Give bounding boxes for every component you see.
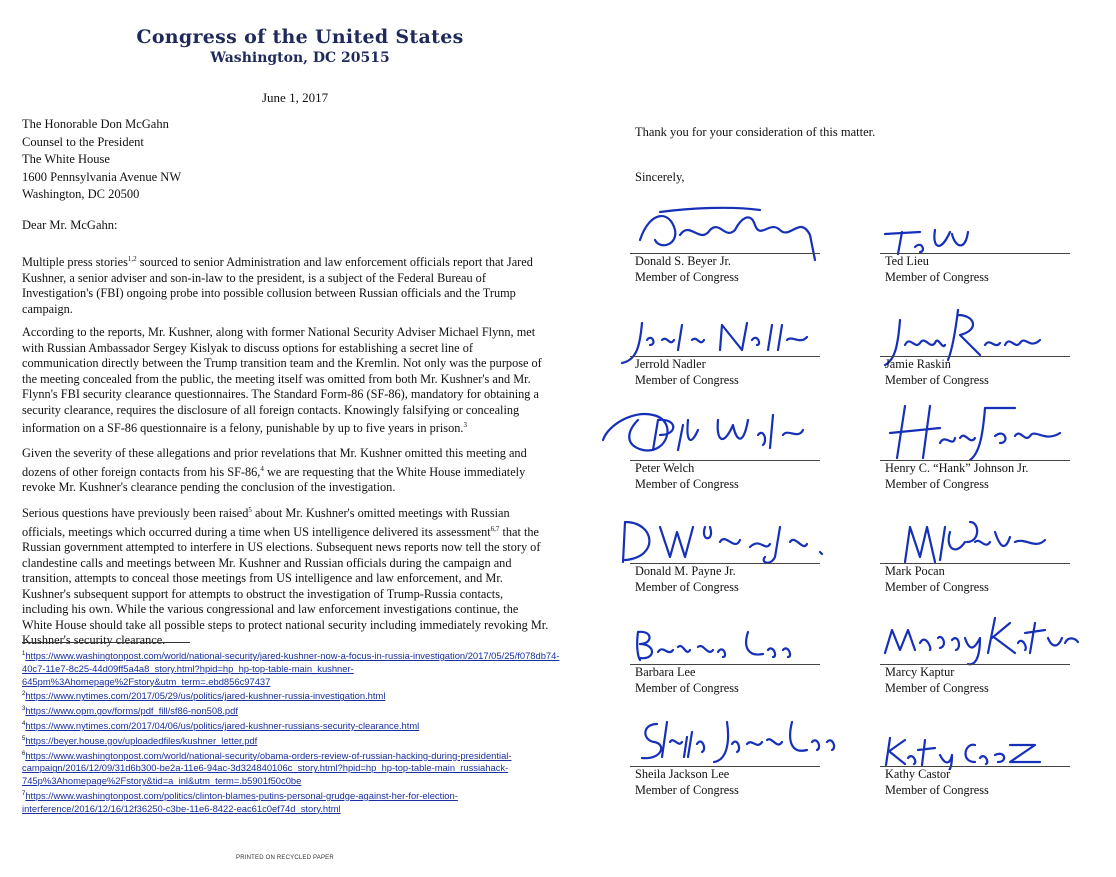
footnote-item: $^1$https://www.washingtonpost.com/world/national-security/jared-kushner-now-a-focus-in-russia-investigation/2017/05/25/f078db74-40c7-11e7-8c25-44d09ff5a4a8_story.html?hpid=hp_hp-top-table-main_kushner-645pm%3Ahomepage%2Fstory&utm_term=.ebd856c97437 bbox=[22, 650, 560, 687]
signer-name: Jamie Raskin bbox=[885, 357, 951, 371]
footnote-link[interactable]: https://www.nytimes.com/2017/05/29/us/politics/jared-kushner-russia-investigation.html bbox=[25, 690, 386, 702]
signer-title: Member of Congress bbox=[885, 782, 989, 797]
footnotes bbox=[22, 648, 582, 815]
recipient-line: The White House bbox=[22, 152, 110, 166]
letterhead-address: Washington, DC 20515 bbox=[210, 50, 390, 66]
signer-name: Donald S. Beyer Jr. bbox=[635, 254, 731, 268]
signer-name: Henry C. “Hank” Johnson Jr. bbox=[885, 461, 1029, 475]
recipient-line: Washington, DC 20500 bbox=[22, 187, 140, 201]
recipient-line: The Honorable Don McGahn bbox=[22, 117, 169, 131]
footnote-divider bbox=[22, 642, 190, 643]
footnote-link[interactable]: https://www.washingtonpost.com/world/national-security/jared-kushner-now-a-focus-in-russia-investigation/2017/05/25/f078db74-40c7-11e7-8c25-44d09ff5a4a8_story.html?hpid=hp_hp-top-table-main_kushner-645pm%3Ahomepage%2Fstory&utm_term=.ebd856c97437 bbox=[22, 650, 560, 687]
recycled-paper-note: PRINTED ON RECYCLED PAPER bbox=[236, 855, 334, 861]
signer-name: Ted Lieu bbox=[885, 254, 929, 268]
footnote-link[interactable]: https://beyer.house.gov/uploadedfiles/kushner_letter.pdf bbox=[25, 734, 258, 746]
signer-name: Kathy Castor bbox=[885, 767, 951, 781]
signer-title: Member of Congress bbox=[635, 579, 739, 594]
footnote-link[interactable]: https://www.washingtonpost.com/world/national-security/obama-orders-review-of-russian-hacking-during-presidential-campaign/2016/12/09/31d6b300-be2a-11e6-94ac-3d324840106c_story.html?hpid=hp_hp-top-table-main_russiahack-745p%3Ahomepage%2Fstory&tid=a_inl&utm_term=.b5901f50c0be bbox=[22, 749, 512, 787]
signer-name: Mark Pocan bbox=[885, 564, 945, 578]
body-paragraph-1: Multiple press stories$^{1,2}$ sourced to senior Administration and law enforcement officials report that Jared Kushner, a senior adviser and son-in-law to the president, is a subject of the Federal Bureau of Investigation's (FBI) ongoing probe into possible collusion between Russian officials and the Trump campaign. bbox=[22, 255, 533, 316]
signature-image bbox=[628, 622, 798, 667]
salutation: Dear Mr. McGahn: bbox=[22, 218, 118, 232]
signer-title: Member of Congress bbox=[885, 372, 989, 387]
footnote-item: $^5$https://beyer.house.gov/uploadedfiles/kushner_letter.pdf bbox=[22, 734, 258, 746]
footnote-item: $^6$https://www.washingtonpost.com/world/national-security/obama-orders-review-of-russian-hacking-during-presidential-campaign/2016/12/09/31d6b300-be2a-11e6-94ac-3d324840106c_story.html?hpid=hp_hp-top-table-main_russiahack-745p%3Ahomepage%2Fstory&tid=a_inl&utm_term=.b5901f50c0be bbox=[22, 749, 512, 787]
body-paragraph-3: Given the severity of these allegations and prior revelations that Mr. Kushner omitted this meeting and dozens of other foreign contacts from his SF-86,$^4$ we are requesting that the White House immediately revoke Mr. Kushner's clearance pending the conclusion of the investigation. bbox=[22, 446, 527, 495]
footnote-item: $^2$https://www.nytimes.com/2017/05/29/us/politics/jared-kushner-russia-investigation.html bbox=[22, 690, 386, 702]
body-paragraph-2: According to the reports, Mr. Kushner, along with former National Security Adviser Michael Flynn, met with Russian Ambassador Sergey Kislyak to discuss options for establishing a secret line of communication directly between the Trump transition team and the Kremlin. Not only was the purpose of the meeting concealed from the public, the meeting itself was omitted from both Mr. Kushner's and Mr. Flynn's FBI security clearance questionnaires. The Standard Form-86 (SF-86), mandatory for obtaining a security clearance, requires the disclosure of all foreign contacts. Knowingly falsifying or concealing information on a SF-86 questionnaire is a felony, punishable by up to five years in prison.$^3$ bbox=[22, 325, 542, 436]
footnote-item: $^7$https://www.washingtonpost.com/politics/clinton-blames-putins-personal-grudge-against-her-for-election-interference/2016/12/16/12f36250-c3be-11e6-8422-eac61c0ef74d_story.html bbox=[22, 789, 458, 814]
signer-name: Peter Welch bbox=[635, 461, 695, 475]
signer-title: Member of Congress bbox=[635, 372, 739, 387]
signature-image bbox=[880, 730, 1050, 770]
signer-title: Member of Congress bbox=[885, 579, 989, 594]
signature-image bbox=[598, 400, 808, 465]
signature-image bbox=[632, 712, 862, 770]
signer-title: Member of Congress bbox=[635, 680, 739, 695]
signature-image bbox=[885, 398, 1065, 468]
letter-date: June 1, 2017 bbox=[262, 90, 329, 105]
recipient-line: 1600 Pennsylvania Avenue NW bbox=[22, 169, 182, 184]
signer-name: Sheila Jackson Lee bbox=[635, 767, 730, 781]
signature-image bbox=[880, 608, 1080, 668]
signer-name: Marcy Kaptur bbox=[885, 665, 955, 679]
letterhead-title: Congress of the United States bbox=[136, 26, 464, 48]
signer-title: Member of Congress bbox=[885, 680, 989, 695]
footnote-link[interactable]: https://www.opm.gov/forms/pdf_fill/sf86-non508.pdf bbox=[25, 705, 238, 717]
footnote-link[interactable]: https://www.nytimes.com/2017/04/06/us/politics/jared-kushner-russians-security-clearance.html bbox=[25, 720, 420, 732]
footnote-item: $^4$https://www.nytimes.com/2017/04/06/us/politics/jared-kushner-russians-security-clearance.html bbox=[22, 720, 420, 732]
footnote-item: $^3$https://www.opm.gov/forms/pdf_fill/sf86-non508.pdf bbox=[22, 705, 238, 717]
closing-thanks: Thank you for your consideration of this matter. bbox=[635, 125, 876, 139]
signer-name: Donald M. Payne Jr. bbox=[635, 564, 736, 578]
footnote-link[interactable]: https://www.washingtonpost.com/politics/clinton-blames-putins-personal-grudge-against-her-for-election-interference/2016/12/16/12f36250-c3be-11e6-8422-eac61c0ef74d_story.html bbox=[22, 789, 458, 814]
closing-sincerely: Sincerely, bbox=[635, 170, 685, 184]
signer-title: Member of Congress bbox=[885, 476, 989, 491]
recipient-address bbox=[22, 116, 181, 204]
signer-name: Barbara Lee bbox=[635, 665, 696, 679]
signer-title: Member of Congress bbox=[635, 782, 739, 797]
recipient-line: Counsel to the President bbox=[22, 134, 144, 149]
signer-title: Member of Congress bbox=[885, 269, 989, 284]
signer-name: Jerrold Nadler bbox=[635, 357, 706, 371]
body-paragraph-4: Serious questions have previously been raised$^5$ about Mr. Kushner's omitted meetings with Russian officials, meetings which occurred during a time when US intelligence delivered its assessment$^{6,7}$ that the Russian government attempted to interfere in US elections. Subsequent news reports now tell the story of clandestine calls and meetings between Mr. Kushner and Russian officials during the campaign and transition, attempts to conceal those meetings from US intelligence and law enforcement, and Mr. Kushner's subsequent support for attempts to obstruct the investigation of Trump-Russia contacts, including his own. While the various congressional and law enforcement investigations continue, the White House should take all possible steps to protect national security including immediately revoking Mr. Kushner's security clearance. bbox=[22, 506, 549, 648]
signer-title: Member of Congress bbox=[635, 476, 739, 491]
signer-title: Member of Congress bbox=[635, 269, 739, 284]
